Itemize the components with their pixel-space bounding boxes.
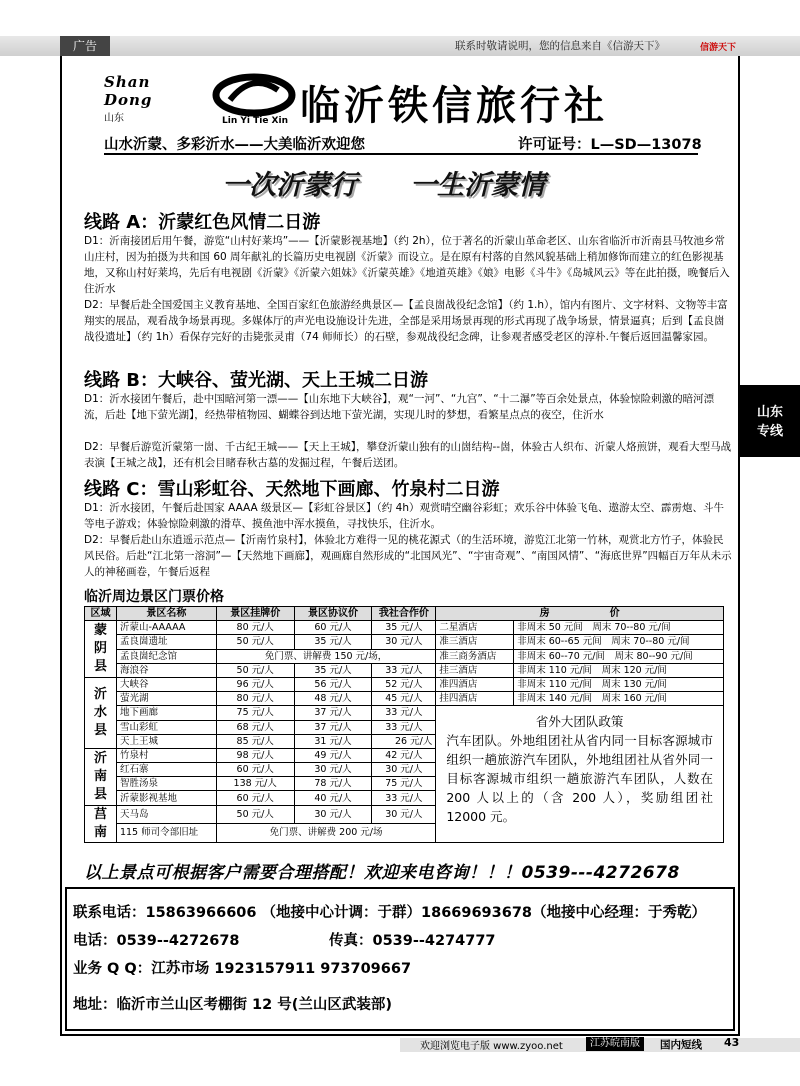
- footer-section: 国内短线: [660, 1039, 702, 1051]
- table-row: 红石寨 60 元/人 30 元/人 30 元/人: [85, 763, 724, 777]
- table-header: 区域 景区名称 景区挂牌价 景区协议价 我社合作价 房 价: [85, 607, 724, 621]
- shandong-logo: Shan Dong 山东: [104, 73, 153, 124]
- agency-emblem-sub: Lin Yi Tie Xin: [222, 116, 288, 126]
- route-c-title: 线路 C：雪山彩虹谷、天然地下画廊、竹泉村二日游: [84, 479, 500, 500]
- slogan-left: 一次沂蒙行: [222, 170, 357, 201]
- source-note: 联系时敬请说明，您的信息来自《信游天下》: [455, 40, 665, 52]
- table-row: 沂蒙影视基地 60 元/人 40 元/人 33 元/人: [85, 791, 724, 805]
- table-row: 蒙阴县 沂蒙山-AAAAA 80 元/人 60 元/人 35 元/人 二星酒店 非周末 50 元间 周末 70--80 元/间: [85, 621, 724, 635]
- contact-address: 地址：临沂市兰山区考棚街 12 号(兰山区武装部): [73, 997, 393, 1013]
- top-bar: [0, 36, 800, 56]
- xinyou-logo: 信游天下: [700, 43, 737, 53]
- contact-qq: 业务 Q Q：江苏市场 1923157911 973709667: [73, 961, 412, 977]
- table-row: 莒南 天马岛 50 元/人 30 元/人 30 元/人: [85, 805, 724, 824]
- table-row: 孟良崮遗址 50 元/人 35 元/人 30 元/人 准三酒店 非周末 60--65 元间 周末 70--80 元/间: [85, 635, 724, 649]
- table-row: 天上王城 85 元/人 31 元/人 26 元/人: [85, 734, 724, 748]
- license-number: 许可证号：L—SD—13078: [518, 137, 702, 153]
- footer-edition: 江苏皖南版: [586, 1037, 644, 1051]
- route-a-day1: D1：沂南接团后用午餐，游览“山村好莱坞”——【沂蒙影视基地】（约 2h），位于著名的沂蒙山革命老区、山东省临沂市沂南县马牧池乡常山庄村，因为拍摄为共和国 60 周年献礼的长篇历史电视剧《沂蒙》而设立。是在原有村落的自然风貌基础上稍加修饰而建立的红色影视基地，又称山村好莱坞，先后有电视剧《沂蒙》《沂蒙六姐妹》《沂蒙英雄》《地道英雄》《娘》电影《斗牛》《岛城风云》等在此拍摄，晚餐后入住沂水: [84, 235, 730, 295]
- price-table-title: 临沂周边景区门票价格: [84, 589, 224, 605]
- welcome-text: 山水沂蒙、多彩沂水——大美临沂欢迎您: [104, 137, 365, 153]
- agency-title: 临沂铁信旅行社: [300, 82, 608, 129]
- route-c-day1: D1：沂水接团，午餐后赴国家 AAAA 级景区—【彩虹谷景区】（约 4h）观赏晴空幽谷彩虹；欢乐谷中体验飞龟、遨游太空、霹雳炮、斗牛等电子游戏；体验惊险刺激的滑草、摸鱼池中浑水摸鱼，寻找快乐，住沂水。: [84, 502, 724, 530]
- slogan-right: 一生沂蒙情: [410, 170, 545, 201]
- side-tab: 山东 专线: [740, 385, 800, 457]
- contact-box: [65, 887, 735, 1031]
- route-c-day2: D2：早餐后赴山东逍遥示范点—【沂南竹泉村】，体验北方难得一见的桃花源式（的生活环境，游览江北第一竹林，观赏北方竹子，体验民风民俗。后赴“江北第一溶洞”—【天然地下画廊】，观画廊自然形成的“北国风光”、“宇宙奇观”、“南国风情”、“海底世界”四幅百万年从未示人的神秘画卷，午餐后返程: [84, 534, 732, 578]
- group-policy: 省外大团队政策 汽车团队。外地组团社从省内同一目标客源城市组织一趟旅游汽车团队，外地组团社从省外同一目标客源城市组织一趟旅游汽车团队，人数在 200 人以上的（含 200 人），奖励组团社 12000 元。: [436, 706, 724, 842]
- page-number: 43: [724, 1036, 740, 1049]
- route-a-title: 线路 A：沂蒙红色风情二日游: [84, 212, 321, 233]
- divider: [104, 153, 698, 155]
- contact-phone: 联系电话：15863966606 （地接中心计调：于群）18669693678（地接中心经理：于秀乾）: [73, 905, 707, 921]
- table-row: 海浪谷 50 元/人 35 元/人 33 元/人 挂三酒店 非周末 110 元/间 周末 120 元/间: [85, 663, 724, 677]
- ad-tag: 广告: [60, 36, 110, 56]
- table-row: 孟良崮纪念馆 免门票、讲解费 150 元/场， 准三商务酒店 非周末 60--70 元/间 周末 80--90 元/间: [85, 649, 724, 663]
- route-a-day2: D2：早餐后赴全国爱国主义教育基地、全国百家红色旅游经典景区—【孟良崮战役纪念馆】（约 1.h），馆内有图片、文字材料、文物等丰富翔实的展品，观看战争场景再现。多媒体厅的声光电设施设计先进，全部是采用场景再现的形式再现了战争场景，情景逼真；后到【孟良崮战役遗址】（约 1h）看保存完好的击毙张灵甫（74 师师长）的石壁，参观战役纪念碑，让参观者感受老区的淳朴.午餐后返回温馨家园。: [84, 299, 728, 343]
- table-row: 智胜汤泉 138 元/人 78 元/人 75 元/人: [85, 777, 724, 791]
- consult-slogan: 以上景点可根据客户需要合理搭配！欢迎来电咨询！！！0539---4272678: [84, 863, 680, 883]
- table-row: 萤光湖 80 元/人 48 元/人 45 元/人 挂四酒店 非周末 140 元/间 周末 160 元/间: [85, 692, 724, 706]
- price-table: [84, 606, 724, 843]
- table-row: 地下画廊 75 元/人 37 元/人 33 元/人 省外大团队政策 汽车团队。外地组团社从省内同一目标客源城市组织一趟旅游汽车团队，外地组团社从省外同一目标客源城市组织一趟旅游汽车团队，人数在 200 人以上的（含 200 人），奖励组团社 12000 元。: [85, 706, 724, 720]
- table-row: 沂南县 竹泉村 98 元/人 49 元/人 42 元/人: [85, 748, 724, 762]
- table-row: 雪山彩虹 68 元/人 37 元/人 33 元/人: [85, 720, 724, 734]
- route-b-day2: D2：早餐后游览沂蒙第一崮、千古纪王城——【天上王城】，攀登沂蒙山独有的山崮结构--崮，体验古人织布、沂蒙人烙煎饼，观看大型马战表演【王城之战】，还有机会目睹春秋古墓的发掘过程，午餐后送团。: [84, 441, 732, 469]
- footer-website: 欢迎浏览电子版 www.zyoo.net: [420, 1041, 563, 1052]
- route-b-title: 线路 B：大峡谷、萤光湖、天上王城二日游: [84, 370, 428, 391]
- table-row: 沂水县 大峡谷 96 元/人 56 元/人 52 元/人 准四酒店 非周末 110 元/间 周末 130 元/间: [85, 677, 724, 691]
- agency-emblem-icon: [212, 70, 296, 120]
- route-b-day1: D1：沂水接团午餐后，赴中国暗河第一漂——【山东地下大峡谷】，观“一河”、“九宫”、“十二瀑”等百余处景点，体验惊险刺激的暗河漂流，后赴【地下萤光湖】，经热带植物园、蝴蝶谷到达地下萤光湖，实现儿时的梦想，看繁星点点的夜空，住沂水: [84, 393, 715, 421]
- table-row: 115 师司令部旧址 免门票、讲解费 200 元/场: [85, 824, 724, 843]
- contact-fax: 传真：0539--4274777: [329, 933, 496, 949]
- contact-tel: 电话：0539--4272678: [73, 933, 240, 949]
